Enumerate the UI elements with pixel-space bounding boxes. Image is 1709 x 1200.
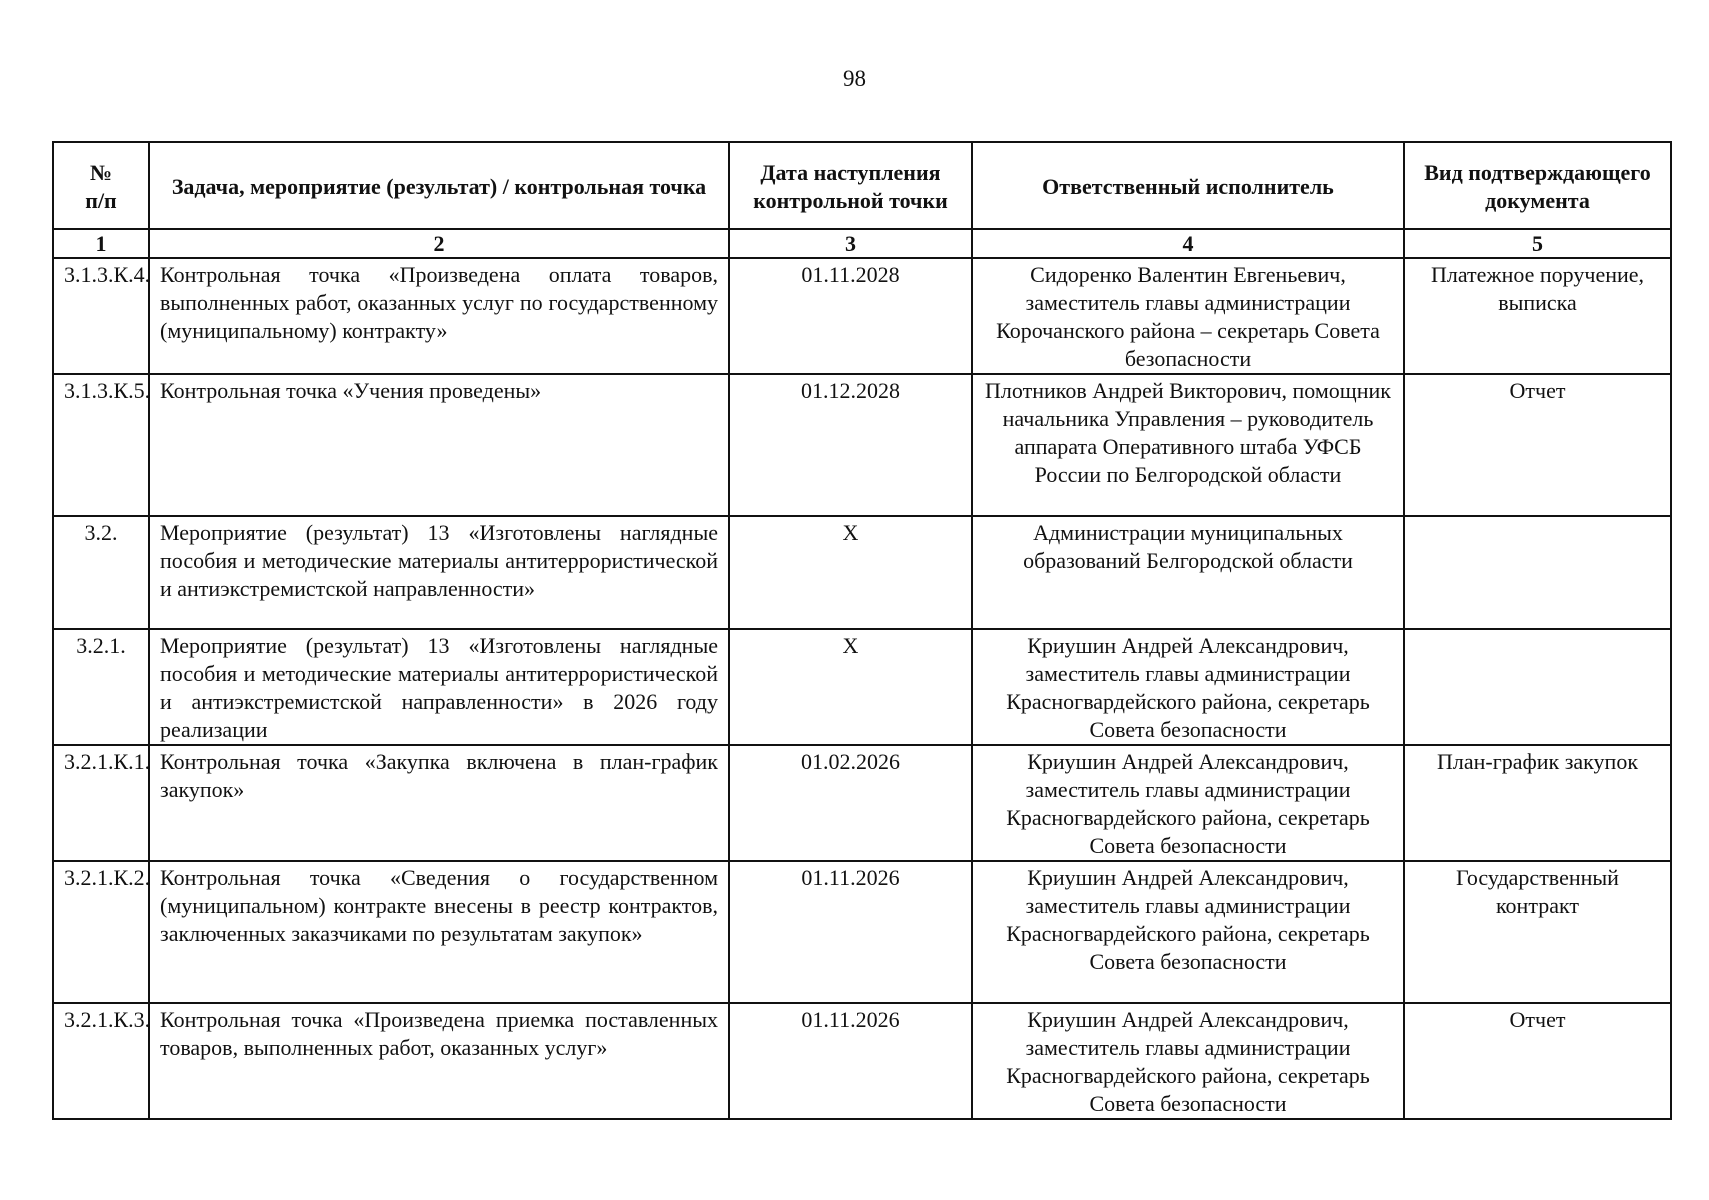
table-header-row	[53, 142, 1671, 229]
row-document	[1404, 629, 1671, 745]
header-date: Дата наступления контрольной точки	[729, 142, 972, 229]
row-number: 3.2.1.К.2.	[53, 861, 149, 1003]
column-number: 4	[972, 229, 1404, 258]
page-number: 98	[843, 66, 866, 91]
row-date: 01.11.2026	[729, 1003, 972, 1119]
table-row	[53, 516, 1671, 629]
table-row	[53, 745, 1671, 861]
row-task: Мероприятие (результат) 13 «Изготовлены наглядные пособия и методические материалы антитеррористической и антиэкстремистской направленности» в 2026 году реализации	[149, 629, 729, 745]
row-date: 01.12.2028	[729, 374, 972, 516]
row-date: 01.11.2028	[729, 258, 972, 374]
column-number: 2	[149, 229, 729, 258]
column-number: 1	[53, 229, 149, 258]
row-number: 3.1.3.К.5.	[53, 374, 149, 516]
row-number: 3.1.3.К.4.	[53, 258, 149, 374]
table-row	[53, 629, 1671, 745]
table-row	[53, 258, 1671, 374]
row-number: 3.2.	[53, 516, 149, 629]
row-date: 01.02.2026	[729, 745, 972, 861]
control-points-table	[52, 141, 1672, 1120]
header-task: Задача, мероприятие (результат) / контрольная точка	[149, 142, 729, 229]
table-row	[53, 861, 1671, 1003]
row-document: Платежное поручение, выписка	[1404, 258, 1671, 374]
row-responsible: Сидоренко Валентин Евгеньевич, заместитель главы администрации Корочанского района – секретарь Совета безопасности	[972, 258, 1404, 374]
header-number: № п/п	[53, 142, 149, 229]
column-number-row	[53, 229, 1671, 258]
row-responsible: Плотников Андрей Викторович, помощник начальника Управления – руководитель аппарата Оперативного штаба УФСБ России по Белгородской области	[972, 374, 1404, 516]
row-task: Контрольная точка «Произведена приемка поставленных товаров, выполненных работ, оказанных услуг»	[149, 1003, 729, 1119]
row-responsible: Криушин Андрей Александрович, заместитель главы администрации Красногвардейского района, секретарь Совета безопасности	[972, 861, 1404, 1003]
header-responsible: Ответственный исполнитель	[972, 142, 1404, 229]
row-task: Контрольная точка «Произведена оплата товаров, выполненных работ, оказанных услуг по государственному (муниципальному) контракту»	[149, 258, 729, 374]
row-document: Отчет	[1404, 374, 1671, 516]
row-number: 3.2.1.К.3.	[53, 1003, 149, 1119]
row-document: Отчет	[1404, 1003, 1671, 1119]
table-row	[53, 374, 1671, 516]
column-number: 5	[1404, 229, 1671, 258]
row-document	[1404, 516, 1671, 629]
row-responsible: Криушин Андрей Александрович, заместитель главы администрации Красногвардейского района, секретарь Совета безопасности	[972, 629, 1404, 745]
row-document: План-график закупок	[1404, 745, 1671, 861]
row-date: Х	[729, 629, 972, 745]
row-number: 3.2.1.	[53, 629, 149, 745]
row-document: Государственный контракт	[1404, 861, 1671, 1003]
row-task: Контрольная точка «Закупка включена в план-график закупок»	[149, 745, 729, 861]
row-responsible: Криушин Андрей Александрович, заместитель главы администрации Красногвардейского района, секретарь Совета безопасности	[972, 745, 1404, 861]
row-number: 3.2.1.К.1.	[53, 745, 149, 861]
table-row	[53, 1003, 1671, 1119]
header-document: Вид подтверждающего документа	[1404, 142, 1671, 229]
row-responsible: Администрации муниципальных образований Белгородской области	[972, 516, 1404, 629]
row-date: Х	[729, 516, 972, 629]
row-task: Мероприятие (результат) 13 «Изготовлены наглядные пособия и методические материалы антитеррористической и антиэкстремистской направленности»	[149, 516, 729, 629]
column-number: 3	[729, 229, 972, 258]
row-date: 01.11.2026	[729, 861, 972, 1003]
row-task: Контрольная точка «Учения проведены»	[149, 374, 729, 516]
row-responsible: Криушин Андрей Александрович, заместитель главы администрации Красногвардейского района, секретарь Совета безопасности	[972, 1003, 1404, 1119]
row-task: Контрольная точка «Сведения о государственном (муниципальном) контракте внесены в реестр контрактов, заключенных заказчиками по результатам закупок»	[149, 861, 729, 1003]
